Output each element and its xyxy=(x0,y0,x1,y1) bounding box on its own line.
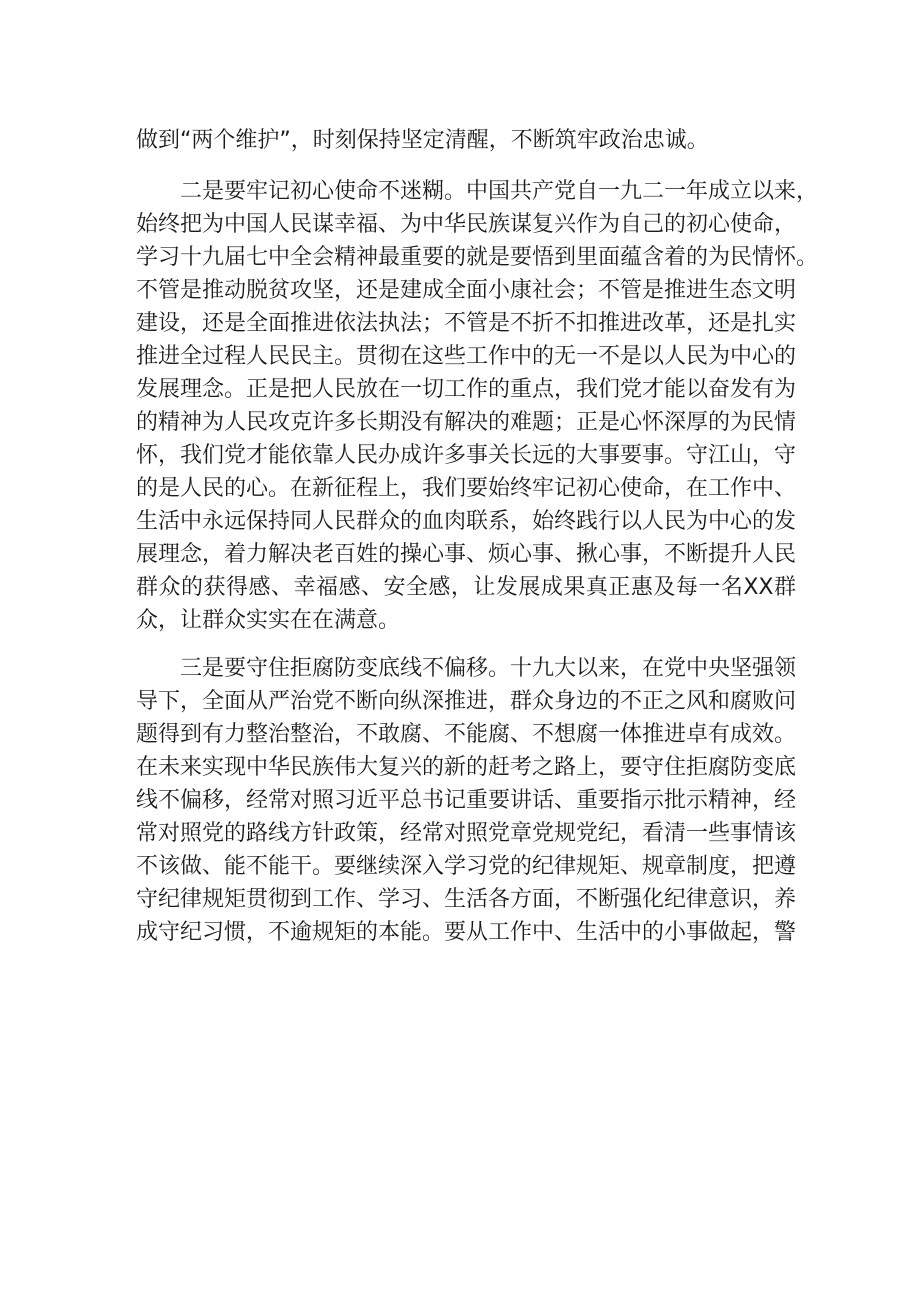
text-line: 的是人民的心。在新征程上，我们要始终牢记初心使命，在工作中、 xyxy=(136,476,797,501)
text-line: 守纪律规矩贯彻到工作、学习、生活各方面，不断强化纪律意识，养 xyxy=(136,887,797,912)
text-line: 的精神为人民攻克许多长期没有解决的难题；正是心怀深厚的为民情 xyxy=(136,410,797,435)
text-line: 众，让群众实实在在满意。 xyxy=(136,608,401,633)
text-line: 学习十九届七中全会精神最重要的就是要悟到里面蕴含着的为民情怀。 xyxy=(136,245,819,270)
text-line: 线不偏移，经常对照习近平总书记重要讲话、重要指示批示精神，经 xyxy=(136,788,797,813)
text-line: 不管是推动脱贫攻坚，还是建成全面小康社会；不管是推进生态文明 xyxy=(136,278,797,303)
text-line: 导下，全面从严治党不断向纵深推进，群众身边的不正之风和腐败问 xyxy=(136,689,797,714)
text-line: 成守纪习惯，不逾规矩的本能。要从工作中、生活中的小事做起，警 xyxy=(136,920,797,945)
text-line: 常对照党的路线方针政策，经常对照党章党规党纪，看清一些事情该 xyxy=(136,821,797,846)
text-line: 题得到有力整治整治，不敢腐、不能腐、不想腐一体推进卓有成效。 xyxy=(136,722,797,747)
text-line: 二是要牢记初心使命不迷糊。中国共产党自一九二一年成立以来， xyxy=(180,179,819,204)
paragraph-two xyxy=(136,175,819,637)
text-line: 在未来实现中华民族伟大复兴的新的赶考之路上，要守住拒腐防变底 xyxy=(136,755,797,780)
text-line: 不该做、能不能干。要继续深入学习党的纪律规矩、规章制度，把遵 xyxy=(136,854,797,879)
paragraph-three xyxy=(136,652,796,949)
text-line: 三是要守住拒腐防变底线不偏移。十九大以来，在党中央坚强领 xyxy=(180,656,797,681)
text-line: 怀，我们党才能依靠人民办成许多事关长远的大事要事。守江山，守 xyxy=(136,443,797,468)
text-line: 推进全过程人民民主。贯彻在这些工作中的无一不是以人民为中心的 xyxy=(136,344,797,369)
text-line: 做到“两个维护”，时刻保持坚定清醒，不断筑牢政治忠诚。 xyxy=(136,128,709,153)
text-line: 生活中永远保持同人民群众的血肉联系，始终践行以人民为中心的发 xyxy=(136,509,797,534)
paragraph-intro-fragment xyxy=(136,124,796,157)
text-line: 始终把为中国人民谋幸福、为中华民族谋复兴作为自己的初心使命， xyxy=(136,212,797,237)
text-line: 建设，还是全面推进依法执法；不管是不折不扣推进改革，还是扎实 xyxy=(136,311,797,336)
text-line: 群众的获得感、幸福感、安全感，让发展成果真正惠及每一名XX群 xyxy=(136,575,796,600)
text-line: 发展理念。正是把人民放在一切工作的重点，我们党才能以奋发有为 xyxy=(136,377,797,402)
text-line: 展理念，着力解决老百姓的操心事、烦心事、揪心事，不断提升人民 xyxy=(136,542,797,567)
